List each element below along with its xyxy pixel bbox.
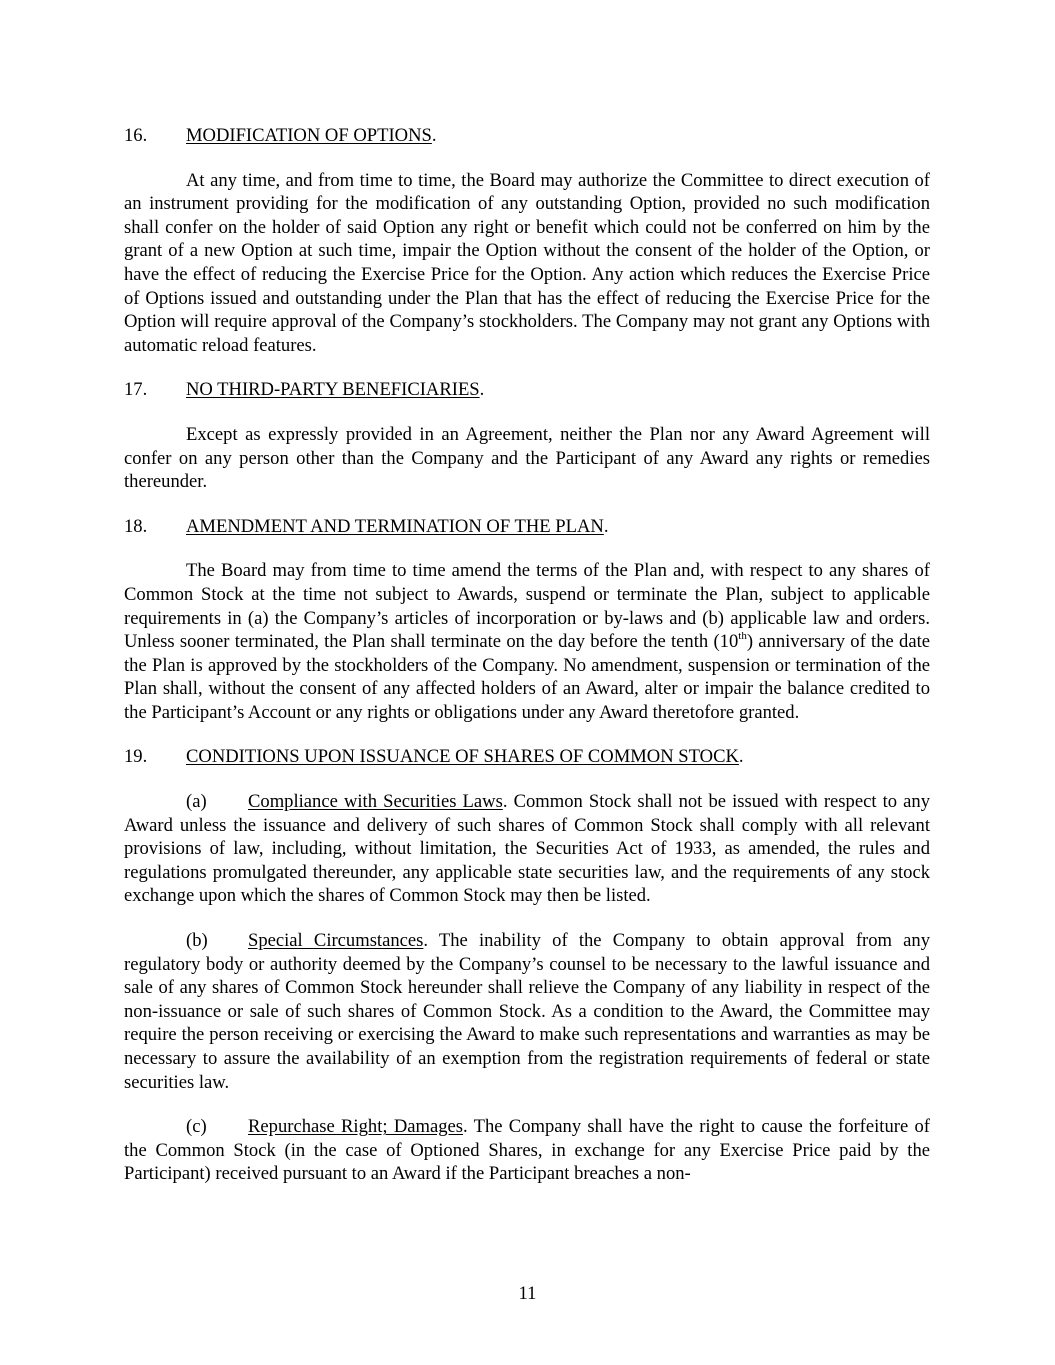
subsection-title: Special Circumstances	[248, 930, 424, 952]
subsection-label: (a)	[186, 791, 207, 813]
section-title: AMENDMENT AND TERMINATION OF THE PLAN	[186, 515, 604, 537]
section-title: MODIFICATION OF OPTIONS	[186, 125, 432, 146]
heading-period: .	[431, 125, 437, 146]
subsection-title: Compliance with Securities Laws	[248, 791, 503, 813]
heading-period: .	[479, 379, 485, 401]
section-18-body	[124, 559, 930, 724]
document-page	[124, 124, 930, 1207]
subsection-a	[124, 790, 930, 908]
section-18-body-part1: The Board may from time to time amend the terms of the Plan and, with respect to any shares of Common Stock at the time not subject to Awards, suspend or terminate the Plan, subject to applicable requirements in (a) the Company’s articles of incorporation or by-laws and (b) applicable law and orders. Unless sooner terminated, the Plan shall terminate on the day before the tenth (10	[124, 560, 930, 653]
subsection-title-period: .	[463, 1116, 474, 1138]
section-number: 16.	[124, 125, 148, 146]
section-17-body: Except as expressly provided in an Agreement, neither the Plan nor any Award Agreement will confer on any person other than the Company and the Participant of any Award any rights or remedies thereunder.	[124, 423, 930, 493]
section-title: CONDITIONS UPON ISSUANCE OF SHARES OF COMMON STOCK	[186, 746, 739, 768]
section-number: 18.	[124, 515, 148, 537]
subsection-body: Common Stock shall not be issued with respect to any Award unless the issuance and delivery of such shares of Common Stock shall comply with all relevant provisions of law, including, without limitation, the Securities Act of 1933, as amended, the rules and regulations promulgated thereunder, any applicable state securities law, and the requirements of any stock exchange upon which the shares of Common Stock may then be listed.	[124, 791, 931, 907]
section-16-heading	[124, 124, 930, 148]
section-18-body-part2: ) anniversary of the date the Plan is approved by the stockholders of the Company. No amendment, suspension or termination of the Plan shall, without the consent of any affected holders of an Award, alter or impair the balance credited to the Participant’s Account or any rights or obligations under any Award theretofore granted.	[124, 631, 930, 723]
section-number: 19.	[124, 746, 148, 768]
subsection-body: The Company shall have the right to cause the forfeiture of the Common Stock (in the case of Optioned Shares, in exchange for any Exercise Price paid by the Participant) received pursuant to an Award if the Participant breaches a non-	[124, 1116, 930, 1185]
subsection-b	[124, 929, 930, 1094]
page-number: 11	[518, 1283, 537, 1304]
section-18-heading	[124, 515, 930, 539]
section-17-heading	[124, 378, 930, 402]
heading-period: .	[603, 515, 609, 537]
section-19-heading	[124, 745, 930, 769]
section-number: 17.	[124, 379, 148, 401]
subsection-title-period: .	[502, 791, 514, 813]
subsection-body: The inability of the Company to obtain approval from any regulatory body or authority deemed by the Company’s counsel to be necessary to the lawful issuance and sale of any shares of Common Stock hereunder shall relieve the Company of any liability in respect of the non-issuance or sale of such shares of Common Stock. As a condition to the Award, the Committee may require the person receiving or exercising the Award to make such representations and warranties as may be necessary to assure the availability of an exemption from the registration requirements of federal or state securities law.	[124, 930, 930, 1093]
ordinal-superscript: th	[738, 629, 747, 642]
subsection-label: (b)	[186, 930, 208, 952]
subsection-title: Repurchase Right; Damages	[248, 1116, 463, 1138]
subsection-title-period: .	[423, 930, 439, 952]
subsection-label: (c)	[186, 1116, 207, 1138]
section-title: NO THIRD-PARTY BENEFICIARIES	[186, 379, 480, 401]
heading-period: .	[738, 746, 744, 768]
section-16-body: At any time, and from time to time, the Board may authorize the Committee to direct execution of an instrument providing for the modification of any outstanding Option, provided no such modification shall confer on the holder of said Option any right or benefit which could not be conferred on him by the grant of a new Option at such time, impair the Option without the consent of the holder of the Option, or have the effect of reducing the Exercise Price for the Option. Any action which reduces the Exercise Price of Options issued and outstanding under the Plan that has the effect of reducing the Exercise Price for the Option will require approval of the Company’s stockholders. The Company may not grant any Options with automatic reload features.	[124, 169, 930, 356]
subsection-c	[124, 1115, 930, 1186]
